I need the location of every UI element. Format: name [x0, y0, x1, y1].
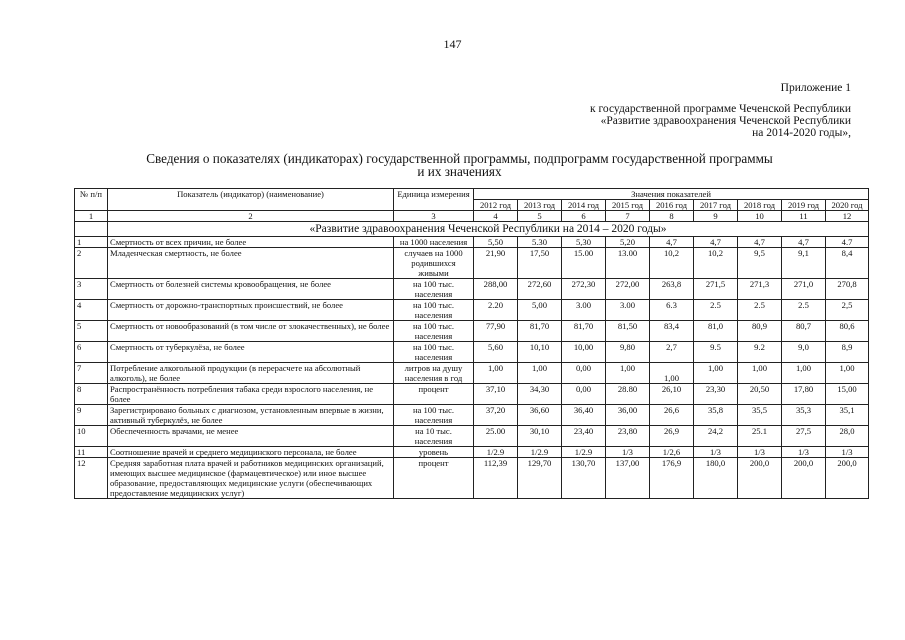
- indicator-value: 130,70: [562, 458, 606, 499]
- indicator-name: Потребление алкогольной продукции (в перерасчете на абсолютный алкоголь), не более: [108, 363, 394, 384]
- header-indicator: Показатель (индикатор) (наименование): [108, 189, 394, 211]
- row-number: 10: [75, 426, 108, 447]
- indicator-value: 8,4: [826, 248, 869, 279]
- indicator-name: Смертность от болезней системы кровообращения, не более: [108, 279, 394, 300]
- title-line-1: Сведения о показателях (индикаторах) государственной программы, подпрограмм государственной программы: [146, 151, 773, 166]
- indicator-value: 271,5: [694, 279, 738, 300]
- row-number: 12: [75, 458, 108, 499]
- section-title: «Развитие здравоохранения Чеченской Республики на 2014 – 2020 годы»: [108, 222, 869, 237]
- indicator-value: 0,00: [562, 363, 606, 384]
- indicator-value: 176,9: [650, 458, 694, 499]
- unit-of-measure: случаев на 1000 родившихся живыми: [394, 248, 474, 279]
- indicator-value: 1,00: [826, 363, 869, 384]
- indicator-value: 2.20: [474, 300, 518, 321]
- unit-of-measure: на 100 тыс. населения: [394, 279, 474, 300]
- table-row: [75, 237, 869, 248]
- column-number: 11: [782, 211, 826, 222]
- indicator-value: 1,00: [650, 363, 694, 384]
- indicator-value: 10,2: [694, 248, 738, 279]
- indicator-value: 3.00: [606, 300, 650, 321]
- indicator-name: Зарегистрировано больных с диагнозом, установленным впервые в жизни, активный туберкулёз, не более: [108, 405, 394, 426]
- row-number: 1: [75, 237, 108, 248]
- indicator-value: 17,50: [518, 248, 562, 279]
- indicator-value: 270,8: [826, 279, 869, 300]
- column-number: 4: [474, 211, 518, 222]
- table-row: [75, 342, 869, 363]
- indicator-value: 1/2.9: [474, 447, 518, 458]
- indicator-value: 5,20: [606, 237, 650, 248]
- table-row: [75, 248, 869, 279]
- column-number: 9: [694, 211, 738, 222]
- row-number: 2: [75, 248, 108, 279]
- unit-of-measure: литров на душу населения в год: [394, 363, 474, 384]
- column-number: 8: [650, 211, 694, 222]
- indicator-value: 15.00: [562, 248, 606, 279]
- indicator-value: 5.30: [518, 237, 562, 248]
- table-row: [75, 426, 869, 447]
- indicator-value: 36,00: [606, 405, 650, 426]
- indicators-table: [74, 188, 869, 499]
- indicator-value: 80,6: [826, 321, 869, 342]
- indicator-name: Средняя заработная плата врачей и работников медицинских организаций, имеющих высшее медицинское (фармацевтическое) или иное высшее образование, предоставляющих медицинские услуги (обеспечивающих предоставление медицинских услуг): [108, 458, 394, 499]
- indicator-value: 1/3: [826, 447, 869, 458]
- appendix-line-3: на 2014-2020 годы»,: [752, 127, 851, 139]
- indicator-value: 80,7: [782, 321, 826, 342]
- indicator-value: 9,80: [606, 342, 650, 363]
- indicator-value: 2.5: [782, 300, 826, 321]
- indicator-value: 5,50: [474, 237, 518, 248]
- column-number: 7: [606, 211, 650, 222]
- row-number: 3: [75, 279, 108, 300]
- unit-of-measure: уровень: [394, 447, 474, 458]
- document-title: [52, 153, 867, 178]
- indicator-value: 1,00: [694, 363, 738, 384]
- table-row: [75, 405, 869, 426]
- appendix-line-1: к государственной программе Чеченской Республики: [590, 103, 851, 115]
- indicator-value: 28.80: [606, 384, 650, 405]
- indicator-value: 9.2: [738, 342, 782, 363]
- indicator-name: Соотношение врачей и среднего медицинского персонала, не более: [108, 447, 394, 458]
- indicator-name: Смертность от новообразований (в том числе от злокачественных), не более: [108, 321, 394, 342]
- indicator-value: 0,00: [562, 384, 606, 405]
- column-number: 12: [826, 211, 869, 222]
- indicator-value: 81,50: [606, 321, 650, 342]
- indicator-value: 34,30: [518, 384, 562, 405]
- indicator-value: 35,3: [782, 405, 826, 426]
- indicator-value: 36,60: [518, 405, 562, 426]
- header-unit: Единица измерения: [394, 189, 474, 211]
- indicator-value: 26,9: [650, 426, 694, 447]
- indicator-value: 1/2.9: [562, 447, 606, 458]
- indicator-value: 4.7: [826, 237, 869, 248]
- page-number: 147: [443, 37, 462, 51]
- indicator-value: 1,00: [518, 363, 562, 384]
- appendix-block: [590, 82, 851, 139]
- indicator-value: 15,00: [826, 384, 869, 405]
- indicator-value: 26,6: [650, 405, 694, 426]
- table-row: [75, 458, 869, 499]
- title-line-2: и их значениях: [417, 163, 502, 179]
- indicator-value: 1/2.9: [518, 447, 562, 458]
- indicator-value: 2,7: [650, 342, 694, 363]
- unit-of-measure: процент: [394, 458, 474, 499]
- indicator-value: 10,10: [518, 342, 562, 363]
- indicator-value: 6.3: [650, 300, 694, 321]
- header-year: 2019 год: [782, 200, 826, 211]
- indicator-value: 77,90: [474, 321, 518, 342]
- indicator-value: 9.5: [694, 342, 738, 363]
- indicator-value: 80,9: [738, 321, 782, 342]
- indicator-value: 17,80: [782, 384, 826, 405]
- table-row: [75, 279, 869, 300]
- indicator-value: 36,40: [562, 405, 606, 426]
- indicator-value: 1,00: [738, 363, 782, 384]
- indicator-value: 81,70: [518, 321, 562, 342]
- table-row: [75, 447, 869, 458]
- indicator-value: 35,8: [694, 405, 738, 426]
- unit-of-measure: на 100 тыс. населения: [394, 321, 474, 342]
- indicator-value: 37,20: [474, 405, 518, 426]
- indicator-value: 4,7: [782, 237, 826, 248]
- indicator-name: Смертность от туберкулёза, не более: [108, 342, 394, 363]
- appendix-line-2: «Развитие здравоохранения Чеченской Республики: [600, 115, 851, 127]
- column-number: 6: [562, 211, 606, 222]
- indicator-name: Обеспеченность врачами, не менее: [108, 426, 394, 447]
- indicator-value: 1/3: [738, 447, 782, 458]
- section-row: [75, 222, 869, 237]
- indicator-value: 288,00: [474, 279, 518, 300]
- row-number: 7: [75, 363, 108, 384]
- indicator-value: 23,80: [606, 426, 650, 447]
- column-number: 10: [738, 211, 782, 222]
- indicator-value: 271,3: [738, 279, 782, 300]
- row-number: 5: [75, 321, 108, 342]
- indicator-value: 263,8: [650, 279, 694, 300]
- unit-of-measure: на 100 тыс. населения: [394, 342, 474, 363]
- indicator-value: 21,90: [474, 248, 518, 279]
- indicator-value: 27,5: [782, 426, 826, 447]
- indicator-value: 9,0: [782, 342, 826, 363]
- indicator-value: 23,30: [694, 384, 738, 405]
- indicator-value: 2.5: [694, 300, 738, 321]
- indicator-value: 4,7: [650, 237, 694, 248]
- header-year: 2014 год: [562, 200, 606, 211]
- header-year: 2016 год: [650, 200, 694, 211]
- column-numbers-row: [75, 211, 869, 222]
- indicator-value: 129,70: [518, 458, 562, 499]
- row-number: 11: [75, 447, 108, 458]
- indicator-value: 9,5: [738, 248, 782, 279]
- table-row: [75, 384, 869, 405]
- unit-of-measure: на 10 тыс. населения: [394, 426, 474, 447]
- indicator-value: 200,0: [826, 458, 869, 499]
- indicator-name: Младенческая смертность, не более: [108, 248, 394, 279]
- indicator-value: 137,00: [606, 458, 650, 499]
- indicator-value: 8,9: [826, 342, 869, 363]
- indicator-value: 10,00: [562, 342, 606, 363]
- indicator-value: 272,30: [562, 279, 606, 300]
- indicator-value: 4,7: [738, 237, 782, 248]
- indicator-value: 35,5: [738, 405, 782, 426]
- indicator-value: 23,40: [562, 426, 606, 447]
- indicator-value: 4,7: [694, 237, 738, 248]
- header-year: 2020 год: [826, 200, 869, 211]
- appendix-label: Приложение 1: [780, 82, 851, 94]
- column-number: 2: [108, 211, 394, 222]
- indicator-value: 1/3: [694, 447, 738, 458]
- indicator-value: 5,30: [562, 237, 606, 248]
- indicator-value: 37,10: [474, 384, 518, 405]
- indicator-value: 5,00: [518, 300, 562, 321]
- indicator-value: 13.00: [606, 248, 650, 279]
- indicator-value: 25.00: [474, 426, 518, 447]
- unit-of-measure: процент: [394, 384, 474, 405]
- column-number: 1: [75, 211, 108, 222]
- indicator-value: 180,0: [694, 458, 738, 499]
- header-year: 2015 год: [606, 200, 650, 211]
- header-year: 2012 год: [474, 200, 518, 211]
- header-year: 2017 год: [694, 200, 738, 211]
- indicator-value: 20,50: [738, 384, 782, 405]
- header-year: 2013 год: [518, 200, 562, 211]
- row-number: 8: [75, 384, 108, 405]
- column-number: 5: [518, 211, 562, 222]
- unit-of-measure: на 1000 населения: [394, 237, 474, 248]
- table-row: [75, 300, 869, 321]
- table-header: [75, 189, 869, 211]
- header-num: № п/п: [75, 189, 108, 211]
- indicator-value: 3.00: [562, 300, 606, 321]
- indicator-value: 200,0: [738, 458, 782, 499]
- indicator-value: 28,0: [826, 426, 869, 447]
- indicator-value: 83,4: [650, 321, 694, 342]
- indicator-value: 1,00: [474, 363, 518, 384]
- indicator-value: 10,2: [650, 248, 694, 279]
- indicator-name: Смертность от дорожно-транспортных происшествий, не более: [108, 300, 394, 321]
- indicator-value: 271,0: [782, 279, 826, 300]
- indicator-name: Смертность от всех причин, не более: [108, 237, 394, 248]
- indicator-value: 272,00: [606, 279, 650, 300]
- indicator-value: 112,39: [474, 458, 518, 499]
- unit-of-measure: на 100 тыс. населения: [394, 300, 474, 321]
- header-values-group: Значения показателей: [474, 189, 869, 200]
- indicator-value: 30,10: [518, 426, 562, 447]
- column-number: 3: [394, 211, 474, 222]
- indicator-value: 24,2: [694, 426, 738, 447]
- indicator-value: 5,60: [474, 342, 518, 363]
- indicator-value: 35,1: [826, 405, 869, 426]
- indicator-value: 81,70: [562, 321, 606, 342]
- indicator-value: 1/3: [606, 447, 650, 458]
- indicator-value: 1,00: [606, 363, 650, 384]
- indicator-name: Распространённость потребления табака среди взрослого населения, не более: [108, 384, 394, 405]
- indicator-value: 25.1: [738, 426, 782, 447]
- indicator-value: 2,5: [826, 300, 869, 321]
- indicator-value: 1/3: [782, 447, 826, 458]
- indicator-value: 81,0: [694, 321, 738, 342]
- unit-of-measure: на 100 тыс. населения: [394, 405, 474, 426]
- row-number: 4: [75, 300, 108, 321]
- row-number: 9: [75, 405, 108, 426]
- table-row: [75, 363, 869, 384]
- indicator-value: 1/2,6: [650, 447, 694, 458]
- indicator-value: 272,60: [518, 279, 562, 300]
- indicator-value: 1,00: [782, 363, 826, 384]
- row-number: 6: [75, 342, 108, 363]
- indicator-value: 9,1: [782, 248, 826, 279]
- header-year: 2018 год: [738, 200, 782, 211]
- indicator-value: 26,10: [650, 384, 694, 405]
- table-row: [75, 321, 869, 342]
- indicator-value: 200,0: [782, 458, 826, 499]
- indicator-value: 2.5: [738, 300, 782, 321]
